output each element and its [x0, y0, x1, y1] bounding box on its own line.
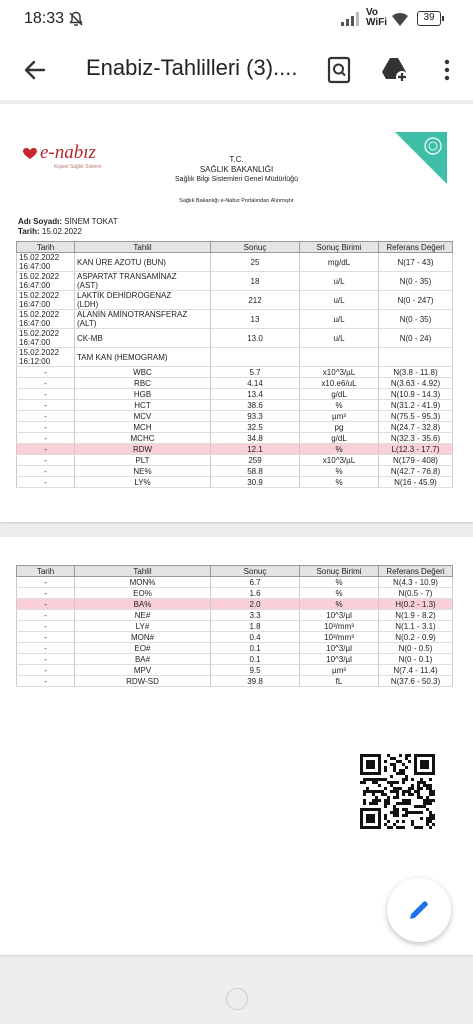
- table-row: [17, 291, 453, 310]
- cell-result: 39.8: [211, 676, 300, 687]
- cell-reference: N(0 - 0.1): [379, 654, 453, 665]
- table-row: [17, 411, 453, 422]
- cell-reference: N(37.6 - 50.3): [379, 676, 453, 687]
- cell-test: NE#: [75, 610, 211, 621]
- cell-test: RDW: [75, 444, 211, 455]
- vowifi-label: Vo WiFi: [366, 7, 388, 28]
- table-row: [17, 676, 453, 687]
- header-ministry: SAĞLIK BAKANLIĞI: [199, 165, 274, 174]
- cell-unit: g/dL: [300, 433, 379, 444]
- more-vert-icon[interactable]: [432, 55, 462, 85]
- table-row: [17, 610, 453, 621]
- cell-reference: N(16 - 45.9): [379, 477, 453, 488]
- table-row: [17, 477, 453, 488]
- logo-subtext: Kişisel Sağlık Sistemi: [54, 164, 102, 170]
- cell-unit: u/L: [300, 272, 379, 291]
- cell-test: TAM KAN (HEMOGRAM): [75, 348, 211, 367]
- cell-test: LY%: [75, 477, 211, 488]
- cell-unit: x10.e6/uL: [300, 378, 379, 389]
- cell-result: 212: [211, 291, 300, 310]
- patient-name: Adı Soyadı: SİNEM TOKAT: [18, 217, 118, 226]
- table-row: [17, 621, 453, 632]
- cell-unit: u/L: [300, 329, 379, 348]
- cell-result: 259: [211, 455, 300, 466]
- cell-test: ASPARTAT TRANSAMİNAZ (AST): [75, 272, 211, 291]
- report-date: Tarih: 15.02.2022: [18, 227, 82, 236]
- cell-date: -: [17, 378, 75, 389]
- signal-icon: [340, 11, 362, 27]
- cell-reference: N(1.9 - 8.2): [379, 610, 453, 621]
- cell-date: -: [17, 455, 75, 466]
- cell-reference: N(0 - 247): [379, 291, 453, 310]
- cell-reference: N(42.7 - 76.8): [379, 466, 453, 477]
- cell-unit: 10^3/µl: [300, 610, 379, 621]
- table-row: [17, 665, 453, 676]
- cell-unit: x10^3/µL: [300, 367, 379, 378]
- cell-result: 5.7: [211, 367, 300, 378]
- cell-test: PLT: [75, 455, 211, 466]
- cell-result: 13.4: [211, 389, 300, 400]
- cell-reference: N(0 - 35): [379, 272, 453, 291]
- cell-reference: N(24.7 - 32.8): [379, 422, 453, 433]
- cell-result: 38.6: [211, 400, 300, 411]
- cell-unit: u/L: [300, 310, 379, 329]
- cell-date: -: [17, 400, 75, 411]
- cell-test: RBC: [75, 378, 211, 389]
- cell-date: -: [17, 643, 75, 654]
- cell-result: [211, 348, 300, 367]
- cell-reference: N(10.9 - 14.3): [379, 389, 453, 400]
- cell-result: 3.3: [211, 610, 300, 621]
- cell-date: -: [17, 367, 75, 378]
- cell-result: 1.6: [211, 588, 300, 599]
- cell-reference: N(32.3 - 35.6): [379, 433, 453, 444]
- cell-date: -: [17, 411, 75, 422]
- edit-button[interactable]: [387, 878, 451, 942]
- cell-date: -: [17, 422, 75, 433]
- cell-result: 58.8: [211, 466, 300, 477]
- cell-test: LAKTİK DEHİDROGENAZ (LDH): [75, 291, 211, 310]
- cell-date: -: [17, 632, 75, 643]
- table-row: [17, 272, 453, 291]
- cell-unit: µm³: [300, 411, 379, 422]
- cell-date: -: [17, 599, 75, 610]
- cell-date: -: [17, 477, 75, 488]
- cell-reference: N(0 - 35): [379, 310, 453, 329]
- cell-test: CK-MB: [75, 329, 211, 348]
- table-row: [17, 632, 453, 643]
- cell-test: HCT: [75, 400, 211, 411]
- cell-reference: N(0 - 0.5): [379, 643, 453, 654]
- cell-unit: mg/dL: [300, 253, 379, 272]
- cell-result: 1.8: [211, 621, 300, 632]
- bell-off-icon: [68, 11, 84, 27]
- cell-date: -: [17, 444, 75, 455]
- cell-unit: 10^3/µl: [300, 654, 379, 665]
- table-row: [17, 433, 453, 444]
- col-reference: Referans Değeri: [379, 242, 453, 253]
- table-row: [17, 367, 453, 378]
- results-table-page-1: [16, 241, 453, 488]
- document-title: Enabiz-Tahlilleri (3)....: [86, 55, 298, 80]
- cell-unit: [300, 348, 379, 367]
- table-row: [17, 654, 453, 665]
- cell-reference: N(1.1 - 3.1): [379, 621, 453, 632]
- cell-test: EO#: [75, 643, 211, 654]
- cell-result: 12.1: [211, 444, 300, 455]
- cell-test: MCV: [75, 411, 211, 422]
- cell-result: 0.4: [211, 632, 300, 643]
- cell-result: 25: [211, 253, 300, 272]
- col-result: Sonuç: [211, 566, 300, 577]
- cell-test: RDW-SD: [75, 676, 211, 687]
- results-table-page-2: [16, 565, 453, 687]
- cell-date: -: [17, 577, 75, 588]
- cell-unit: g/dL: [300, 389, 379, 400]
- cell-date: -: [17, 654, 75, 665]
- col-date: Tarih: [17, 566, 75, 577]
- cell-unit: x10^3/µL: [300, 455, 379, 466]
- cell-date: 15.02.2022 16:47:00: [17, 310, 75, 329]
- cell-test: MCHC: [75, 433, 211, 444]
- cell-reference: N(0.2 - 0.9): [379, 632, 453, 643]
- table-row: [17, 389, 453, 400]
- cell-reference: N(31.2 - 41.9): [379, 400, 453, 411]
- col-date: Tarih: [17, 242, 75, 253]
- cell-test: MCH: [75, 422, 211, 433]
- cell-unit: pg: [300, 422, 379, 433]
- col-test: Tahlil: [75, 242, 211, 253]
- search-document-icon[interactable]: [324, 55, 354, 85]
- logo-text: e-nabız: [40, 142, 96, 163]
- cell-result: 0.1: [211, 654, 300, 665]
- home-button[interactable]: [226, 988, 248, 1010]
- table-row: [17, 444, 453, 455]
- cell-result: 0.1: [211, 643, 300, 654]
- status-time: 18:33: [24, 10, 65, 27]
- cell-unit: 10³/mm³: [300, 632, 379, 643]
- cell-unit: %: [300, 444, 379, 455]
- cell-reference: N(3.63 - 4.92): [379, 378, 453, 389]
- cell-unit: %: [300, 588, 379, 599]
- cell-date: -: [17, 665, 75, 676]
- cell-date: -: [17, 433, 75, 444]
- cell-unit: 10³/mm³: [300, 621, 379, 632]
- header-source: Sağlık Bakanlığı e-Nabız Portalından Alınmıştır: [179, 198, 294, 204]
- cell-result: 93.3: [211, 411, 300, 422]
- cell-reference: N(4.3 - 10.9): [379, 577, 453, 588]
- status-bar: [0, 0, 473, 40]
- col-test: Tahlil: [75, 566, 211, 577]
- cell-test: WBC: [75, 367, 211, 378]
- table-row: [17, 422, 453, 433]
- cell-unit: %: [300, 577, 379, 588]
- cell-result: 30.9: [211, 477, 300, 488]
- cell-reference: N(7.4 - 11.4): [379, 665, 453, 676]
- cell-test: BA%: [75, 599, 211, 610]
- cell-reference: N(179 - 408): [379, 455, 453, 466]
- cell-test: EO%: [75, 588, 211, 599]
- cell-reference: N(75.5 - 95.3): [379, 411, 453, 422]
- cell-test: KAN ÜRE AZOTU (BUN): [75, 253, 211, 272]
- cell-unit: %: [300, 400, 379, 411]
- edit-pencil-icon: [407, 898, 431, 922]
- back-arrow-icon[interactable]: [20, 55, 50, 85]
- table-row: [17, 588, 453, 599]
- col-result: Sonuç: [211, 242, 300, 253]
- system-nav-bar: [0, 968, 473, 1024]
- cell-unit: fL: [300, 676, 379, 687]
- cell-reference: H(0.2 - 1.3): [379, 599, 453, 610]
- cell-result: 6.7: [211, 577, 300, 588]
- table-row: [17, 378, 453, 389]
- ministry-emblem-icon: [395, 132, 447, 184]
- cell-test: BA#: [75, 654, 211, 665]
- table-row: [17, 253, 453, 272]
- header-tc: T.C.: [229, 155, 244, 164]
- cell-date: 15.02.2022 16:47:00: [17, 329, 75, 348]
- cell-result: 4.14: [211, 378, 300, 389]
- cell-reference: [379, 348, 453, 367]
- cell-result: 2.0: [211, 599, 300, 610]
- cell-test: MPV: [75, 665, 211, 676]
- cell-date: -: [17, 621, 75, 632]
- pdf-page-1[interactable]: [0, 104, 473, 522]
- cell-reference: N(0.5 - 7): [379, 588, 453, 599]
- cell-unit: %: [300, 466, 379, 477]
- cell-test: MON#: [75, 632, 211, 643]
- cell-date: 15.02.2022 16:47:00: [17, 291, 75, 310]
- cell-reference: N(3.8 - 11.8): [379, 367, 453, 378]
- cell-test: NE%: [75, 466, 211, 477]
- app-bar: [0, 40, 473, 100]
- cell-date: -: [17, 588, 75, 599]
- table-row: [17, 310, 453, 329]
- cell-date: 15.02.2022 16:47:00: [17, 272, 75, 291]
- table-row: [17, 455, 453, 466]
- table-row: [17, 599, 453, 610]
- col-unit: Sonuç Birimi: [300, 242, 379, 253]
- table-row: [17, 400, 453, 411]
- cell-test: HGB: [75, 389, 211, 400]
- cell-test: LY#: [75, 621, 211, 632]
- cell-reference: N(0 - 24): [379, 329, 453, 348]
- cell-unit: %: [300, 477, 379, 488]
- cell-date: -: [17, 676, 75, 687]
- table-row: [17, 643, 453, 654]
- col-reference: Referans Değeri: [379, 566, 453, 577]
- cell-date: -: [17, 389, 75, 400]
- cell-date: -: [17, 610, 75, 621]
- header-department: Sağlık Bilgi Sistemleri Genel Müdürlüğü: [175, 176, 298, 183]
- drive-add-icon[interactable]: [379, 55, 409, 85]
- cell-reference: L(12.3 - 17.7): [379, 444, 453, 455]
- table-row: [17, 348, 453, 367]
- wifi-icon: [391, 11, 409, 27]
- cell-result: 34.8: [211, 433, 300, 444]
- cell-unit: µm³: [300, 665, 379, 676]
- cell-date: -: [17, 466, 75, 477]
- cell-test: MON%: [75, 577, 211, 588]
- qr-code-icon: [360, 754, 435, 829]
- cell-result: 13.0: [211, 329, 300, 348]
- table-row: [17, 329, 453, 348]
- cell-result: 9.5: [211, 665, 300, 676]
- cell-date: 15.02.2022 16:12:00: [17, 348, 75, 367]
- table-row: [17, 577, 453, 588]
- cell-reference: N(17 - 43): [379, 253, 453, 272]
- cell-result: 32.5: [211, 422, 300, 433]
- col-unit: Sonuç Birimi: [300, 566, 379, 577]
- cell-unit: %: [300, 599, 379, 610]
- cell-test: ALANİN AMİNOTRANSFERAZ (ALT): [75, 310, 211, 329]
- battery-icon: 39: [417, 11, 441, 26]
- cell-unit: u/L: [300, 291, 379, 310]
- cell-date: 15.02.2022 16:47:00: [17, 253, 75, 272]
- cell-result: 13: [211, 310, 300, 329]
- table-row: [17, 466, 453, 477]
- cell-unit: 10^3/µl: [300, 643, 379, 654]
- cell-result: 18: [211, 272, 300, 291]
